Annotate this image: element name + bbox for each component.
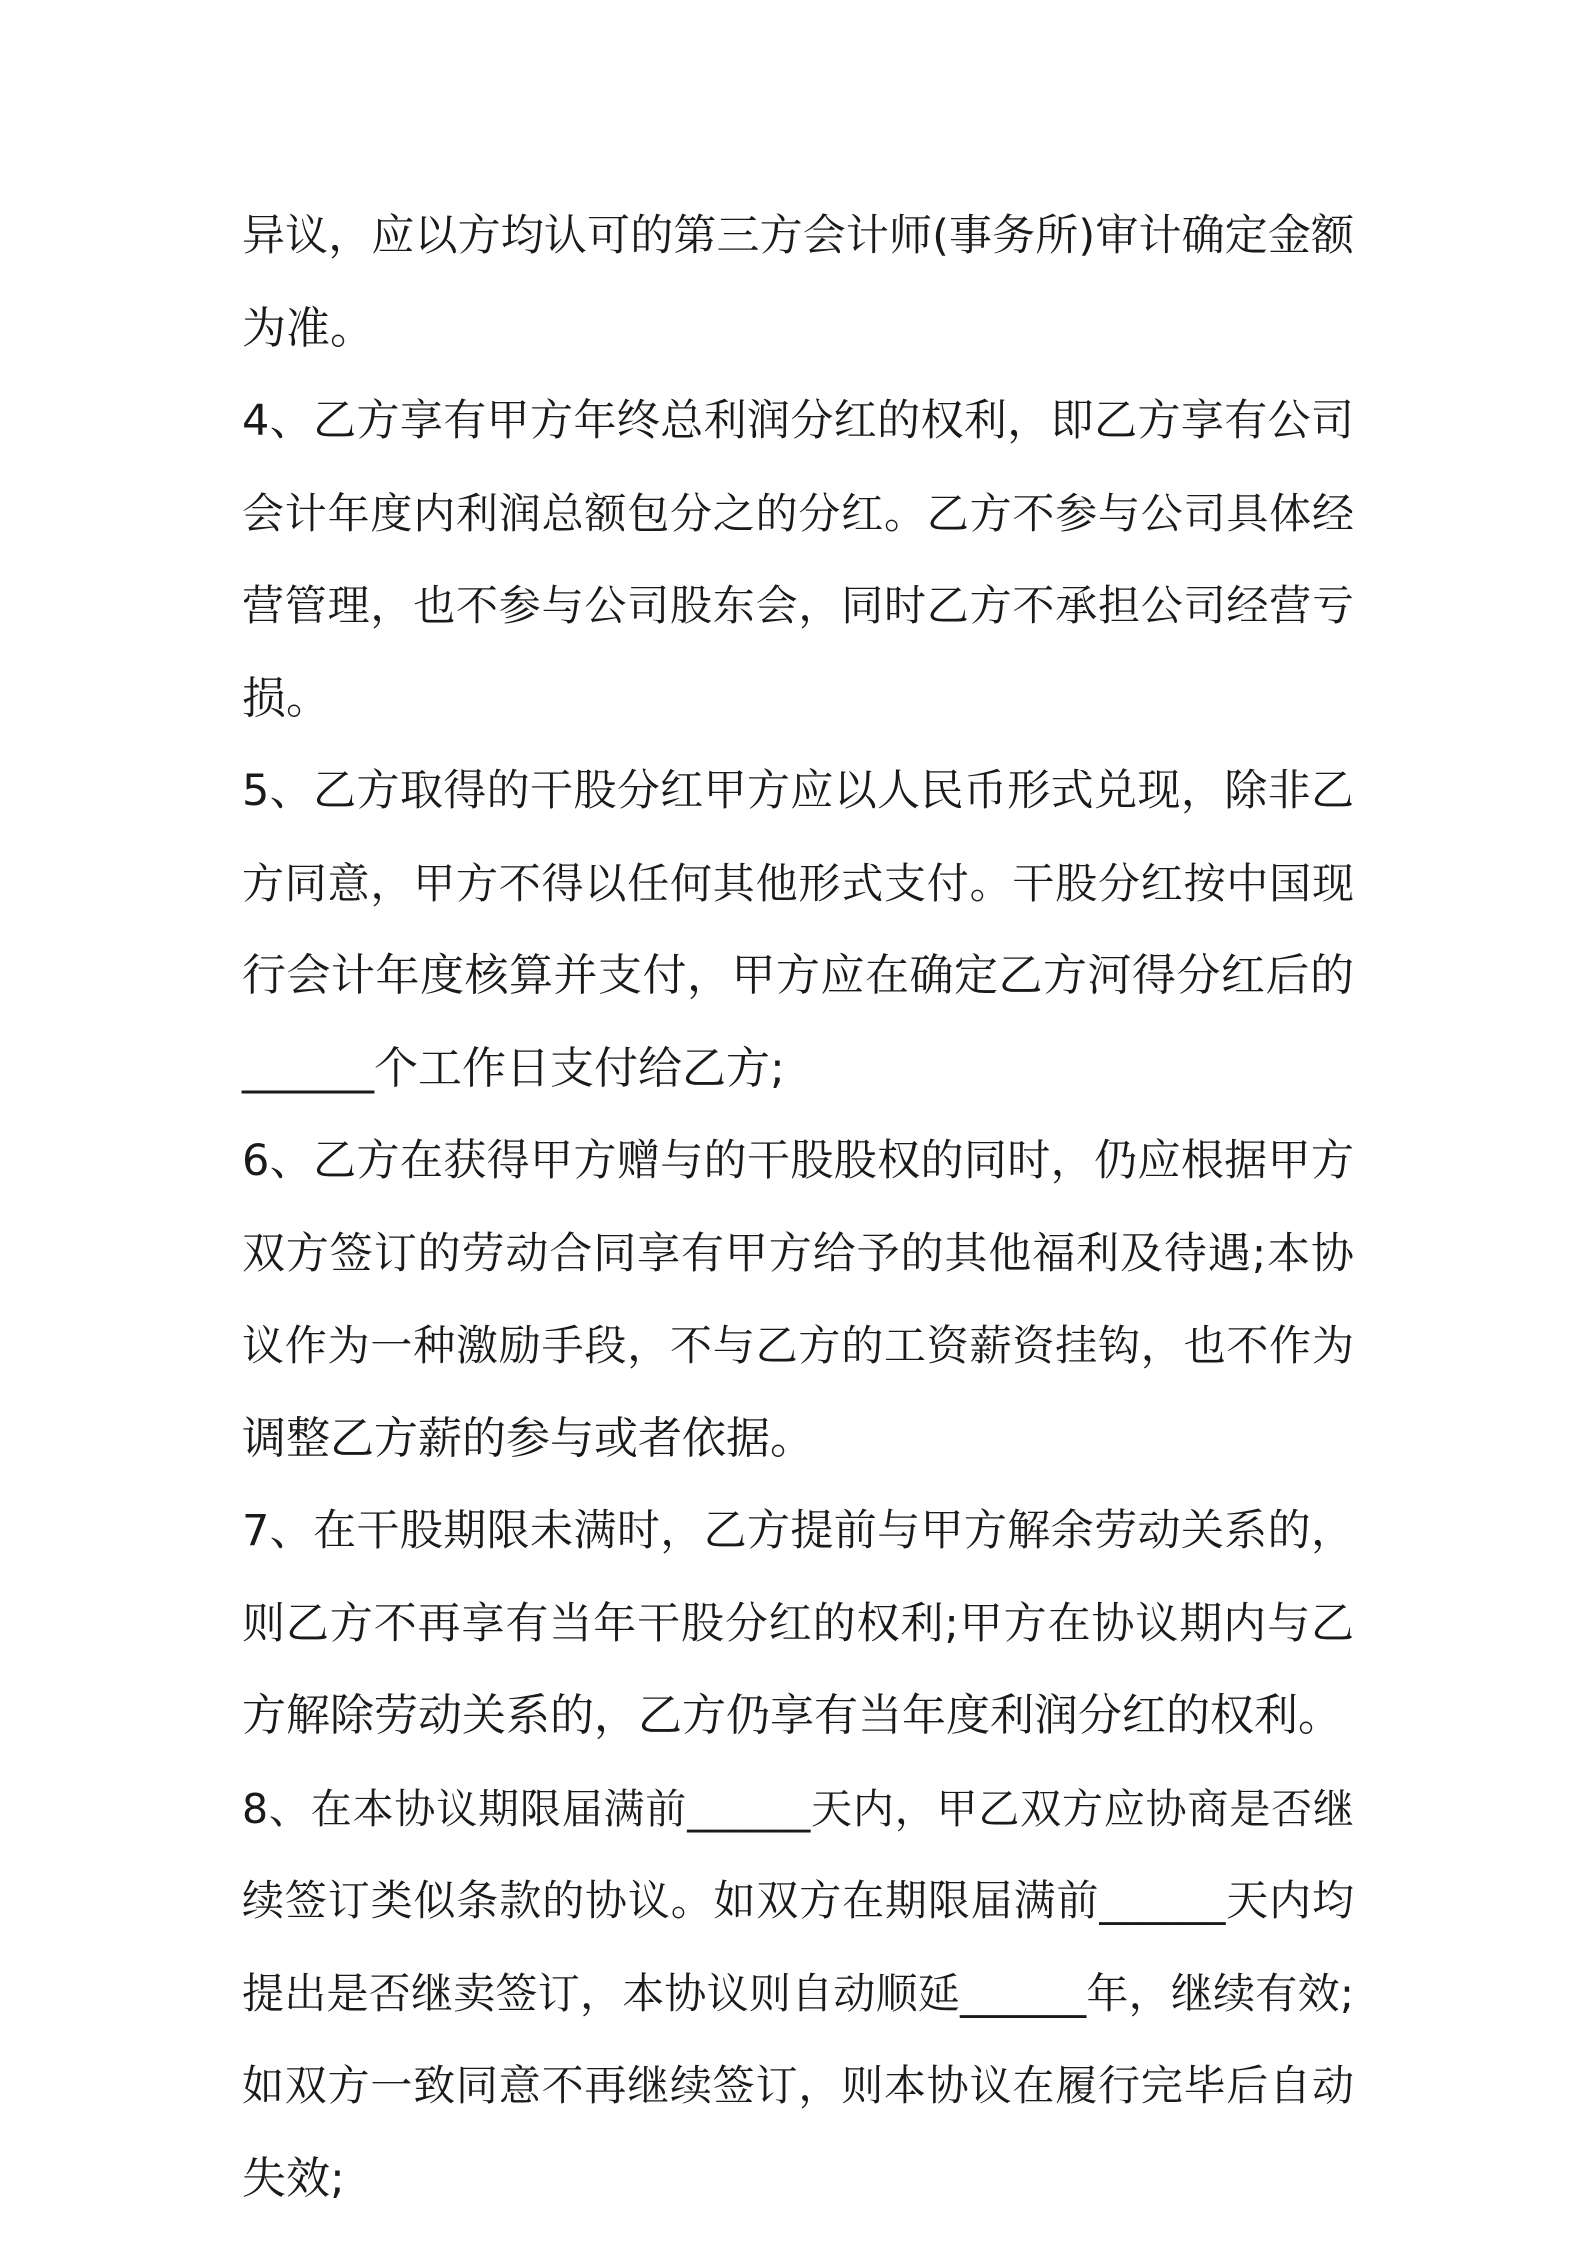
text-line: 损。 bbox=[242, 672, 330, 724]
document-body bbox=[242, 190, 1354, 2225]
text-line: 7、在干股期限未满时，乙方提前与甲方解余劳动关系的， bbox=[242, 1506, 1354, 1556]
text-line: 议作为一种激励手段，不与乙方的工资薪资挂钩，也不作为 bbox=[242, 1321, 1354, 1370]
text-line: 失效; bbox=[242, 2152, 345, 2204]
text-line: 6、乙方在获得甲方赠与的干股股权的同时，仍应根据甲方 bbox=[242, 1136, 1354, 1186]
text-line: 为准。 bbox=[242, 302, 374, 354]
text-line: 会计年度内利润总额包分之的分红。乙方不参与公司具体经 bbox=[242, 488, 1354, 538]
text-line: 如双方一致同意不再继续签订，则本协议在履行完毕后自动 bbox=[242, 2061, 1354, 2110]
text-line: 营管理，也不参与公司股东会，同时乙方不承担公司经营亏 bbox=[242, 581, 1354, 630]
text-line: 调整乙方薪的参与或者依据。 bbox=[242, 1412, 814, 1464]
text-line: ______个工作日支付给乙方; bbox=[242, 1042, 785, 1094]
text-line: 方同意，甲方不得以任何其他形式支付。干股分红按中国现 bbox=[242, 858, 1354, 908]
text-line: 5、乙方取得的干股分红甲方应以人民币形式兑现，除非乙 bbox=[242, 766, 1354, 816]
text-line: 行会计年度核算并支付，甲方应在确定乙方河得分红后的 bbox=[242, 950, 1354, 1001]
text-line: 提出是否继卖签订，本协议则自动顺延______年，继续有效; bbox=[242, 1968, 1354, 2018]
text-line: 4、乙方享有甲方年终总利润分红的权利，即乙方享有公司 bbox=[242, 396, 1354, 446]
text-line: 双方签订的劳动合同享有甲方给予的其他福利及待遇;本协 bbox=[242, 1228, 1354, 1279]
text-line: 8、在本协议期限届满前______天内，甲乙双方应协商是否继 bbox=[242, 1784, 1354, 1833]
text-line: 方解除劳动关系的，乙方仍享有当年度利润分红的权利。 bbox=[242, 1690, 1342, 1741]
text-line: 则乙方不再享有当年干股分红的权利;甲方在协议期内与乙 bbox=[242, 1598, 1354, 1649]
text-line: 异议，应以方均认可的第三方会计师(事务所)审计确定金额 bbox=[242, 211, 1354, 261]
text-line: 续签订类似条款的协议。如双方在期限届满前______天内均 bbox=[242, 1876, 1354, 1925]
